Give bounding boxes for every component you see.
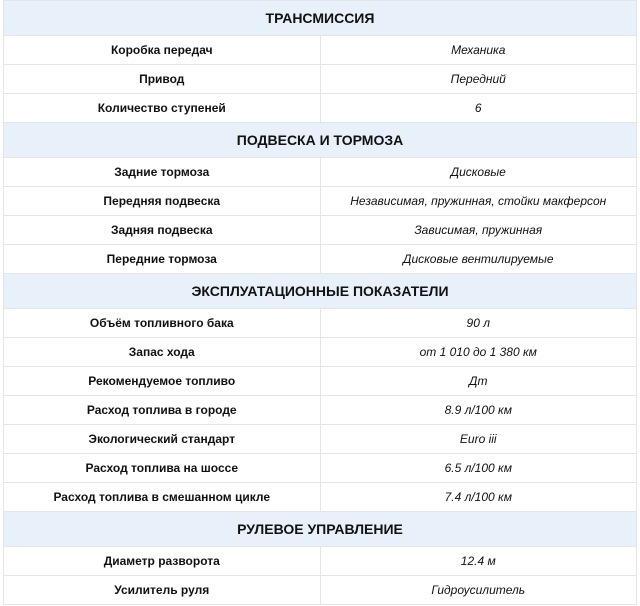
spec-label: Рекомендуемое топливо [4, 367, 321, 396]
table-row [4, 425, 637, 454]
section-title: ТРАНСМИССИЯ [4, 1, 637, 36]
spec-value: Euro iii [320, 425, 637, 454]
spec-value: 12.4 м [320, 547, 637, 576]
section-header-suspension-brakes [4, 123, 637, 158]
spec-label: Запас хода [4, 338, 321, 367]
spec-value: Передний [320, 65, 637, 94]
spec-label: Расход топлива в смешанном цикле [4, 483, 321, 512]
table-row [4, 454, 637, 483]
spec-value: Независимая, пружинная, стойки макферсон [320, 187, 637, 216]
spec-value: 7.4 л/100 км [320, 483, 637, 512]
spec-label: Экологический стандарт [4, 425, 321, 454]
spec-value: Дисковые вентилируемые [320, 245, 637, 274]
spec-label: Передняя подвеска [4, 187, 321, 216]
spec-value: Зависимая, пружинная [320, 216, 637, 245]
table-row [4, 576, 637, 605]
spec-label: Задняя подвеска [4, 216, 321, 245]
spec-label: Расход топлива в городе [4, 396, 321, 425]
section-header-transmission [4, 1, 637, 36]
table-row [4, 158, 637, 187]
section-title: ПОДВЕСКА И ТОРМОЗА [4, 123, 637, 158]
spec-label: Усилитель руля [4, 576, 321, 605]
specs-table [3, 0, 637, 605]
spec-value: 90 л [320, 309, 637, 338]
spec-label: Коробка передач [4, 36, 321, 65]
table-row [4, 338, 637, 367]
table-row [4, 547, 637, 576]
table-row [4, 483, 637, 512]
spec-label: Привод [4, 65, 321, 94]
spec-value: Механика [320, 36, 637, 65]
section-header-performance [4, 274, 637, 309]
spec-value: Дт [320, 367, 637, 396]
table-row [4, 396, 637, 425]
section-header-steering [4, 512, 637, 547]
table-row [4, 65, 637, 94]
table-row [4, 36, 637, 65]
section-title: РУЛЕВОЕ УПРАВЛЕНИЕ [4, 512, 637, 547]
table-row [4, 94, 637, 123]
spec-label: Диаметр разворота [4, 547, 321, 576]
table-row [4, 216, 637, 245]
table-row [4, 245, 637, 274]
table-row [4, 367, 637, 396]
table-row [4, 309, 637, 338]
table-row [4, 187, 637, 216]
spec-label: Количество ступеней [4, 94, 321, 123]
spec-label: Задние тормоза [4, 158, 321, 187]
spec-value: Дисковые [320, 158, 637, 187]
spec-value: 6.5 л/100 км [320, 454, 637, 483]
section-title: ЭКСПЛУАТАЦИОННЫЕ ПОКАЗАТЕЛИ [4, 274, 637, 309]
spec-value: 8.9 л/100 км [320, 396, 637, 425]
spec-value: 6 [320, 94, 637, 123]
spec-value: от 1 010 до 1 380 км [320, 338, 637, 367]
spec-label: Расход топлива на шоссе [4, 454, 321, 483]
spec-label: Передние тормоза [4, 245, 321, 274]
spec-label: Объём топливного бака [4, 309, 321, 338]
spec-value: Гидроусилитель [320, 576, 637, 605]
